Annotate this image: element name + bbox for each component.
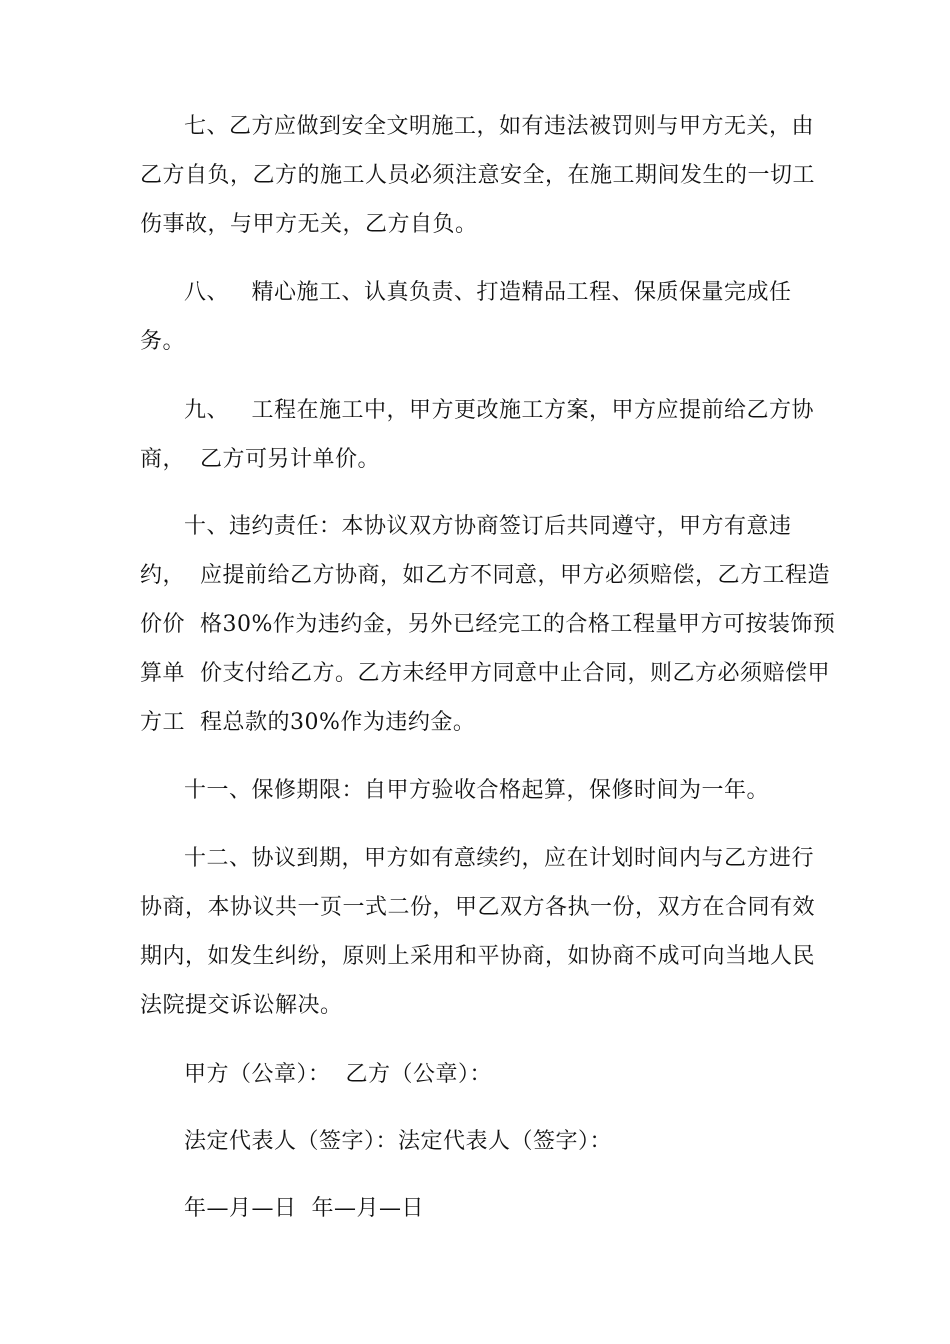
clause-10-line-3: 价价 格30%作为违约金，另外已经完工的合格工程量甲方可按装饰预 xyxy=(140,612,836,637)
clause-9-line-1: 九、 工程在施工中，甲方更改施工方案，甲方应提前给乙方协 xyxy=(184,398,814,423)
clause-8-line-2: 务。 xyxy=(140,329,186,354)
clause-12-line-3: 期内，如发生纠纷，原则上采用和平协商，如协商不成可向当地人民 xyxy=(140,944,816,969)
signature-dates: 年—月—日 年—月—日 xyxy=(184,1196,424,1221)
clause-10-line-2: 约， 应提前给乙方协商，如乙方不同意，甲方必须赔偿，乙方工程造 xyxy=(140,563,830,588)
clause-8-line-1: 八、 精心施工、认真负责、打造精品工程、保质保量完成任 xyxy=(184,280,792,305)
clause-10-line-1: 十、违约责任：本协议双方协商签订后共同遵守，甲方有意违 xyxy=(184,514,792,539)
clause-12-line-4: 法院提交诉讼解决。 xyxy=(140,993,343,1018)
signature-representatives: 法定代表人（签字）：法定代表人（签字）： xyxy=(184,1129,613,1154)
clause-9-line-2: 商， 乙方可另计单价。 xyxy=(140,447,380,472)
signature-seals: 甲方（公章）： 乙方（公章）： xyxy=(184,1062,492,1087)
clause-11-line-1: 十一、保修期限：自甲方验收合格起算，保修时间为一年。 xyxy=(184,778,770,803)
clause-12-line-1: 十二、协议到期，甲方如有意续约，应在计划时间内与乙方进行 xyxy=(184,846,815,871)
clause-10-line-4: 算单 价支付给乙方。乙方未经甲方同意中止合同，则乙方必须赔偿甲 xyxy=(140,661,830,686)
clause-10-line-5: 方工 程总款的30%作为违约金。 xyxy=(140,710,476,735)
clause-7-line-1: 七、乙方应做到安全文明施工，如有违法被罚则与甲方无关，由 xyxy=(184,114,815,139)
clause-7-line-3: 伤事故，与甲方无关，乙方自负。 xyxy=(140,212,478,237)
clause-12-line-2: 协商，本协议共一页一式二份，甲乙双方各执一份，双方在合同有效 xyxy=(140,895,816,920)
clause-7-line-2: 乙方自负，乙方的施工人员必须注意安全，在施工期间发生的一切工 xyxy=(140,163,816,188)
